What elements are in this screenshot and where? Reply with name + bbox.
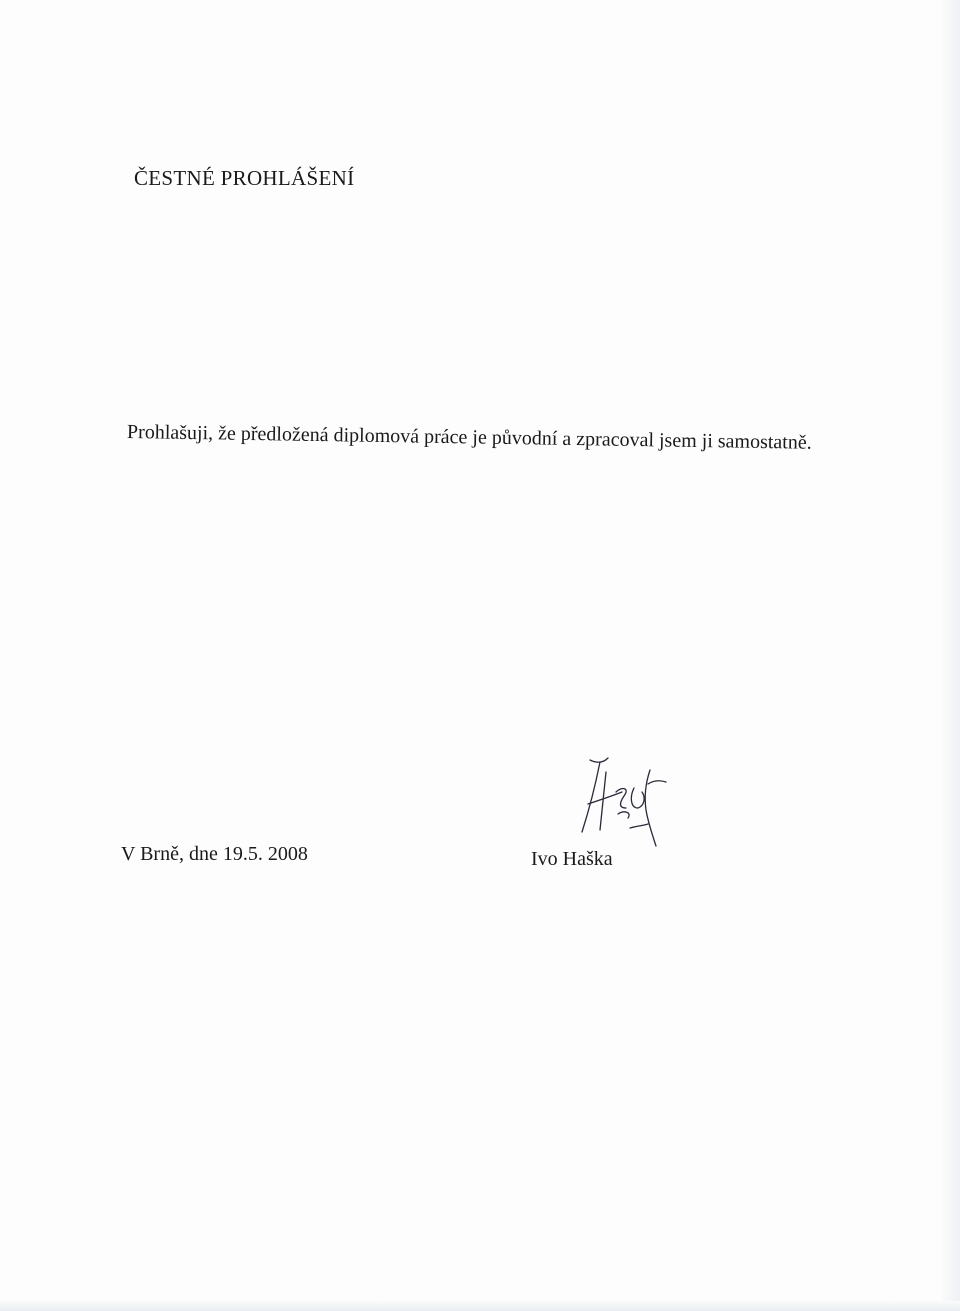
scan-edge-bottom (0, 1301, 960, 1311)
page-title: ČESTNÉ PROHLÁŠENÍ (134, 166, 355, 190)
scan-edge-right (942, 0, 960, 1311)
author-name: Ivo Haška (531, 848, 613, 870)
declaration-text: Prohlašuji, že předložená diplomová práce je původní a zpracoval jsem ji samostatně. (126, 421, 812, 454)
place-and-date: V Brně, dne 19.5. 2008 (121, 843, 308, 865)
handwritten-signature (560, 752, 680, 852)
